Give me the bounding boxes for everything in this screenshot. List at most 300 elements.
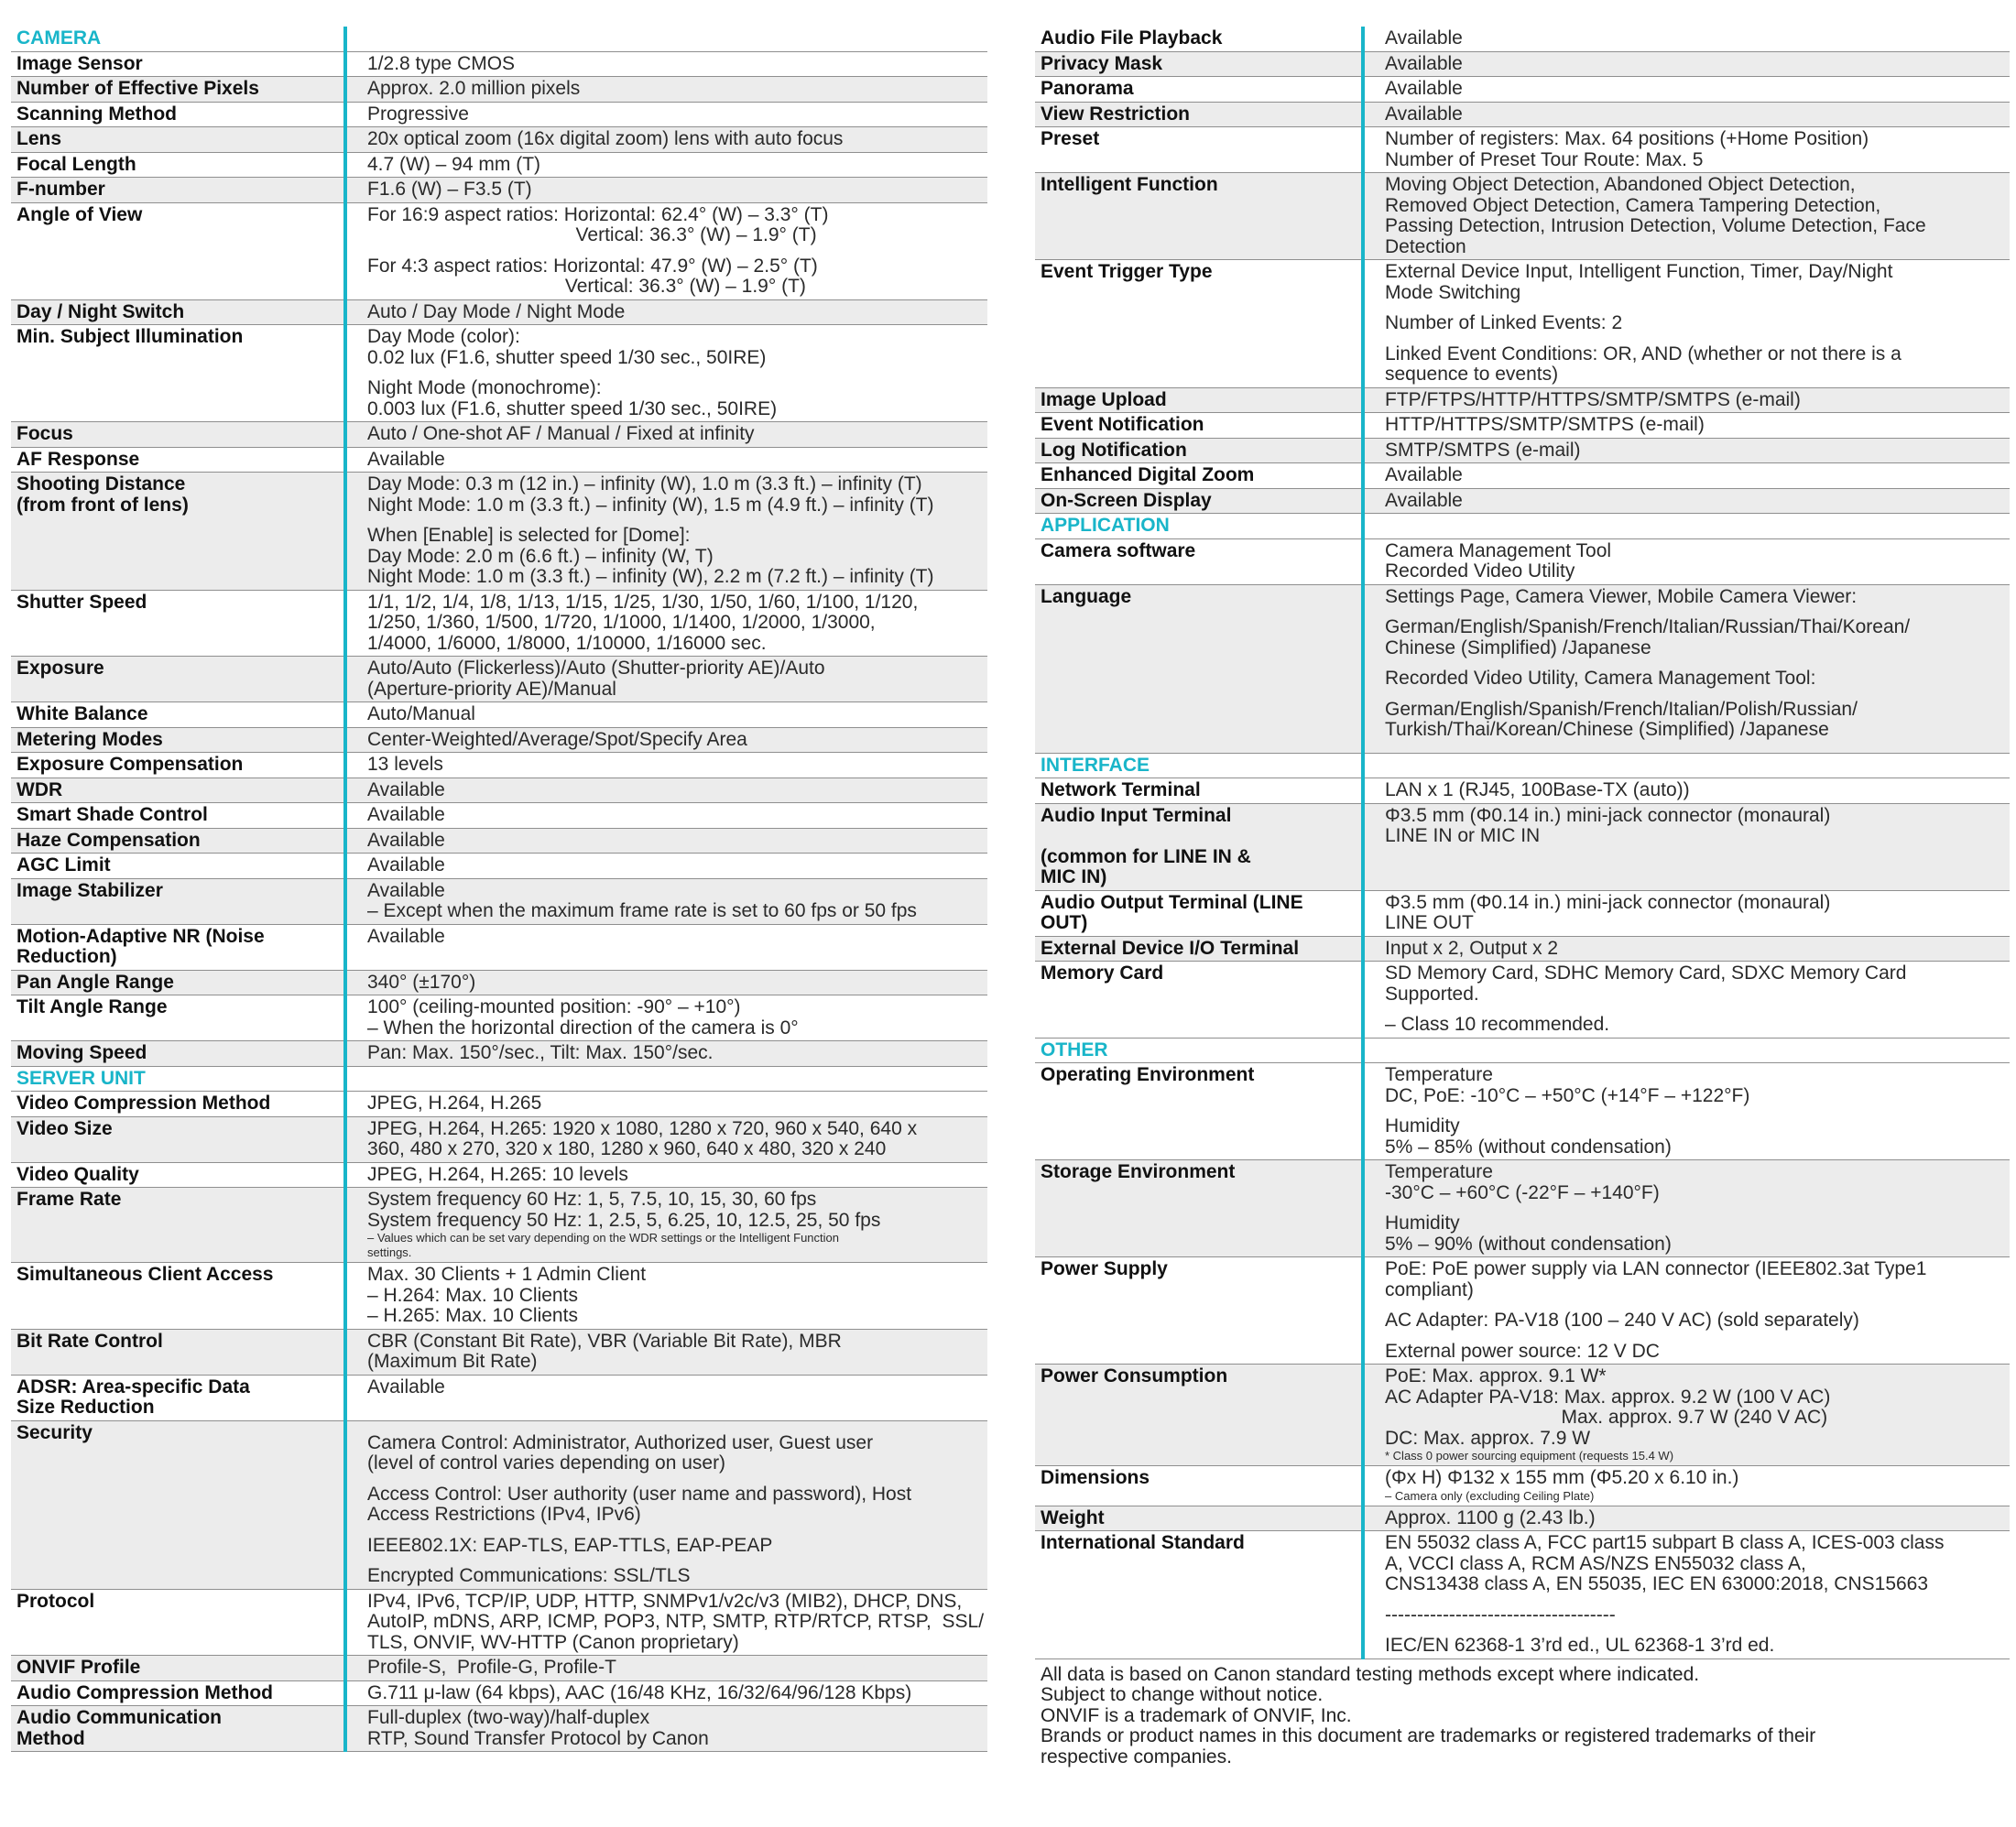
spec-value <box>345 1375 987 1420</box>
spec-label-line: Scanning Method <box>16 103 177 125</box>
spec-value-line: 13 levels <box>367 754 443 775</box>
spec-value-line: Moving Object Detection, Abandoned Object Detection, <box>1385 174 1856 195</box>
spec-value <box>1363 260 2010 388</box>
spec-value <box>345 77 987 103</box>
spec-value-line: Φ3.5 mm (Φ0.14 in.) mini-jack connector (monaural) <box>1385 804 1831 826</box>
spec-value <box>1363 778 2010 804</box>
spec-value-line: JPEG, H.264, H.265: 1920 x 1080, 1280 x 720, 960 x 540, 640 x <box>367 1117 918 1139</box>
spec-row-image-sensor <box>11 51 987 77</box>
spec-value <box>345 102 987 127</box>
spec-row-exposure <box>11 657 987 702</box>
spec-value-line: Max. approx. 9.7 W (240 V AC) <box>1385 1407 1828 1428</box>
spec-row-min-subject-illumination <box>11 325 987 422</box>
spec-value-line: AutoIP, mDNS, ARP, ICMP, POP3, NTP, SMTP, RTP/RTCP, RTSP, SSL/ <box>367 1611 985 1632</box>
section-spacer <box>345 1066 987 1092</box>
spec-value-note: – Camera only (excluding Ceiling Plate) <box>1385 1488 1595 1503</box>
spec-label-line: Weight <box>1041 1506 1105 1528</box>
spec-label-line: Reduction) <box>16 946 117 967</box>
spec-value-line: Day Mode (color): <box>367 326 520 347</box>
spec-value-note: settings. <box>367 1245 412 1259</box>
spec-row-preset <box>1035 127 2010 173</box>
spec-value-line: DC: Max. approx. 7.9 W <box>1385 1427 1591 1449</box>
spec-column-right <box>1035 27 2010 1767</box>
spec-row-weight <box>1035 1506 2010 1531</box>
spec-label <box>11 447 345 473</box>
spec-value <box>1363 1160 2010 1257</box>
spec-value-line: Available <box>367 778 445 800</box>
spec-row-memory-card <box>1035 962 2010 1039</box>
spec-label-line: Video Quality <box>16 1163 139 1185</box>
spec-row-metering-modes <box>11 727 987 753</box>
spec-label <box>11 854 345 879</box>
spec-label-line: On-Screen Display <box>1041 489 1212 511</box>
spec-label <box>1035 413 1363 439</box>
spec-label-line: Simultaneous Client Access <box>16 1264 274 1285</box>
spec-label-line: Power Consumption <box>1041 1365 1228 1387</box>
spec-row-exposure-compensation <box>11 753 987 778</box>
spec-value-line: Turkish/Thai/Korean/Chinese (Simplified) /Japanese <box>1385 719 1829 740</box>
spec-value <box>1363 1466 2010 1506</box>
spec-value <box>1363 1365 2010 1466</box>
spec-label-line: (common for LINE IN & <box>1041 845 1251 867</box>
spec-label <box>1035 1160 1363 1257</box>
spec-value-line: Camera Control: Administrator, Authorized user, Guest user <box>367 1431 874 1453</box>
spec-row-image-stabilizer <box>11 878 987 924</box>
spec-label-line: External Device I/O Terminal <box>1041 937 1300 959</box>
spec-value-line: When [Enable] is selected for [Dome]: <box>367 525 691 546</box>
spec-row-intelligent-function <box>1035 173 2010 260</box>
spec-value-line: Temperature <box>1385 1064 1493 1085</box>
spec-value-line: German/English/Spanish/French/Italian/Russian/Thai/Korean/ <box>1385 616 1911 637</box>
spec-row-frame-rate <box>11 1188 987 1263</box>
spec-value-line: System frequency 60 Hz: 1, 5, 7.5, 10, 15, 30, 60 fps <box>367 1189 817 1210</box>
spec-value-gap <box>367 1526 987 1536</box>
spec-label-line: Image Stabilizer <box>16 879 163 901</box>
spec-label-line: Audio File Playback <box>1041 27 1223 49</box>
spec-label <box>11 1329 345 1375</box>
spec-label <box>11 51 345 77</box>
spec-label-line: F-number <box>16 179 105 200</box>
spec-value-line: – Except when the maximum frame rate is set to 60 fps or 50 fps <box>367 900 917 921</box>
spec-value-gap <box>1385 1595 2010 1605</box>
section-spacer <box>1363 514 2010 539</box>
spec-label-line: Pan Angle Range <box>16 971 174 993</box>
spec-value <box>345 178 987 203</box>
spec-label <box>1035 936 1363 962</box>
section-title: CAMERA <box>11 27 345 51</box>
spec-label <box>11 924 345 970</box>
spec-value <box>345 970 987 995</box>
spec-value-line: SD Memory Card, SDHC Memory Card, SDXC Memory Card <box>1385 962 1907 984</box>
spec-label-line: Audio Output Terminal (LINE <box>1041 891 1303 913</box>
spec-value <box>1363 413 2010 439</box>
spec-label-line: Network Terminal <box>1041 779 1201 800</box>
spec-label-line: Audio Compression Method <box>16 1681 273 1703</box>
spec-label-line: View Restriction <box>1041 103 1190 125</box>
spec-value <box>1363 1257 2010 1365</box>
spec-label <box>11 590 345 657</box>
spec-value-gap <box>1385 334 2010 344</box>
spec-label-line: Privacy Mask <box>1041 52 1163 74</box>
spec-value-line: Temperature <box>1385 1161 1493 1182</box>
spec-label-line: Haze Compensation <box>16 829 201 851</box>
spec-label-line: Event Notification <box>1041 414 1204 435</box>
spec-value-line: Recorded Video Utility <box>1385 560 1575 582</box>
spec-table-right <box>1035 27 2010 1659</box>
footnote-line: All data is based on Canon standard testing methods except where indicated. <box>1041 1663 1700 1685</box>
spec-row-agc-limit <box>11 854 987 879</box>
spec-value-line: Night Mode: 1.0 m (3.3 ft.) – infinity (W), 1.5 m (4.9 ft.) – infinity (T) <box>367 494 934 516</box>
spec-value-line: LAN x 1 (RJ45, 100Base-TX (auto)) <box>1385 779 1690 800</box>
spec-value-line: -30°C – +60°C (-22°F – +140°F) <box>1385 1181 1660 1203</box>
spec-label-line: Image Upload <box>1041 388 1167 410</box>
spec-label-line: Focal Length <box>16 153 136 175</box>
spec-value-line: JPEG, H.264, H.265 <box>367 1093 542 1114</box>
spec-label-line <box>1041 826 1361 847</box>
spec-row-audio-file-playback <box>1035 27 2010 51</box>
spec-value-line: G.711 μ-law (64 kbps), AAC (16/48 KHz, 16/32/64/96/128 Kbps) <box>367 1681 912 1703</box>
spec-label-line: Dimensions <box>1041 1467 1150 1488</box>
spec-label-line: Tilt Angle Range <box>16 996 168 1017</box>
spec-label <box>1035 778 1363 804</box>
spec-value <box>345 854 987 879</box>
spec-label-line: Day / Night Switch <box>16 300 185 322</box>
spec-value <box>345 778 987 803</box>
spec-value <box>345 422 987 448</box>
spec-row-language <box>1035 584 2010 753</box>
spec-column-left <box>11 27 987 1752</box>
spec-value-line: Auto / Day Mode / Night Mode <box>367 300 626 322</box>
spec-value-line: 0.003 lux (F1.6, shutter speed 1/30 sec., 50IRE) <box>367 397 778 419</box>
spec-label-line: Motion-Adaptive NR (Noise <box>16 925 265 947</box>
spec-label <box>11 178 345 203</box>
spec-row-audio-output-terminal-line-out <box>1035 890 2010 936</box>
spec-row-power-consumption <box>1035 1365 2010 1466</box>
spec-value-line: – H.264: Max. 10 Clients <box>367 1284 578 1306</box>
spec-label-line: Number of Effective Pixels <box>16 78 259 99</box>
spec-value-line: Night Mode (monochrome): <box>367 377 602 398</box>
spec-value-line: EN 55032 class A, FCC part15 subpart B class A, ICES-003 class <box>1385 1532 1945 1553</box>
spec-value <box>345 1092 987 1117</box>
spec-value-line: Full-duplex (two-way)/half-duplex <box>367 1707 650 1728</box>
spec-value-gap <box>1385 1332 2010 1342</box>
spec-value-line: For 16:9 aspect ratios: Horizontal: 62.4° (W) – 3.3° (T) <box>367 203 829 225</box>
spec-value-line: 1/2.8 type CMOS <box>367 52 516 74</box>
spec-row-on-screen-display <box>1035 488 2010 514</box>
spec-value-line: Day Mode: 0.3 m (12 in.) – infinity (W), 1.0 m (3.3 ft.) – infinity (T) <box>367 473 922 495</box>
spec-value-line: Available <box>1385 78 1463 99</box>
spec-value-line: Progressive <box>367 103 469 125</box>
spec-value-line: – When the horizontal direction of the camera is 0° <box>367 1017 799 1039</box>
spec-row-video-size <box>11 1116 987 1162</box>
spec-value <box>1363 102 2010 127</box>
spec-value-line: DC, PoE: -10°C – +50°C (+14°F – +122°F) <box>1385 1084 1750 1106</box>
spec-value-line: Available <box>1385 27 1463 49</box>
spec-label-line: Min. Subject Illumination <box>16 326 244 347</box>
spec-value-line: 1/4000, 1/6000, 1/8000, 1/10000, 1/16000 sec. <box>367 632 767 654</box>
spec-label-line: Method <box>16 1727 85 1749</box>
spec-row-event-trigger-type <box>1035 260 2010 388</box>
spec-label-line: Panorama <box>1041 78 1134 99</box>
spec-label <box>11 1706 345 1752</box>
spec-row-privacy-mask <box>1035 51 2010 77</box>
spec-value-line: External power source: 12 V DC <box>1385 1340 1660 1362</box>
spec-row-motion-adaptive-nr-noise-reduction <box>11 924 987 970</box>
section-spacer <box>1363 1038 2010 1063</box>
spec-label <box>1035 102 1363 127</box>
spec-value <box>1363 51 2010 77</box>
section-title: APPLICATION <box>1035 514 1363 539</box>
spec-value-line: Number of Preset Tour Route: Max. 5 <box>1385 148 1704 170</box>
spec-row-f-number <box>11 178 987 203</box>
spec-label <box>11 1680 345 1706</box>
spec-value-line: 5% – 90% (without condensation) <box>1385 1233 1672 1255</box>
spec-value-line: (Φx H) Φ132 x 155 mm (Φ5.20 x 6.10 in.) <box>1385 1467 1739 1488</box>
spec-row-number-of-effective-pixels <box>11 77 987 103</box>
spec-label <box>1035 1506 1363 1531</box>
spec-value-line: Access Restrictions (IPv4, IPv6) <box>367 1504 641 1525</box>
spec-row-bit-rate-control <box>11 1329 987 1375</box>
spec-value-line: Access Control: User authority (user name and password), Host <box>367 1483 912 1505</box>
spec-value-line: Available <box>1385 52 1463 74</box>
spec-label-line: Camera software <box>1041 539 1196 561</box>
spec-value <box>345 1162 987 1188</box>
section-title: INTERFACE <box>1035 753 1363 778</box>
section-title: OTHER <box>1035 1038 1363 1063</box>
spec-label <box>11 727 345 753</box>
spec-value <box>345 1263 987 1330</box>
spec-value <box>1363 1063 2010 1160</box>
spec-value-line: Max. 30 Clients + 1 Admin Client <box>367 1264 647 1285</box>
spec-label <box>11 152 345 178</box>
spec-value-line: Chinese (Simplified) /Japanese <box>1385 636 1651 658</box>
spec-row-operating-environment <box>1035 1063 2010 1160</box>
spec-value-line: Available <box>367 448 445 470</box>
spec-label-line: Bit Rate Control <box>16 1330 163 1352</box>
spec-label-line: Lens <box>16 128 62 149</box>
spec-label-line: Audio Communication <box>16 1707 222 1728</box>
spec-value <box>1363 1506 2010 1531</box>
spec-label-line: Video Size <box>16 1117 113 1139</box>
spec-label <box>11 127 345 153</box>
spec-value-line: For 4:3 aspect ratios: Horizontal: 47.9° (W) – 2.5° (T) <box>367 255 818 277</box>
spec-value-gap <box>367 1423 987 1433</box>
spec-label <box>1035 488 1363 514</box>
spec-value <box>345 1329 987 1375</box>
spec-value-line: Approx. 2.0 million pixels <box>367 78 581 99</box>
spec-value <box>345 1188 987 1263</box>
spec-label-line: Event Trigger Type <box>1041 261 1213 282</box>
spec-label-line: ONVIF Profile <box>16 1657 141 1678</box>
spec-label-line: Preset <box>1041 128 1100 149</box>
spec-row-shooting-distance-from-front-of-lens <box>11 473 987 591</box>
spec-label <box>1035 27 1363 51</box>
spec-value-line: External Device Input, Intelligent Function, Timer, Day/Night <box>1385 261 1893 282</box>
spec-value-line: CBR (Constant Bit Rate), VBR (Variable Bit Rate), MBR <box>367 1330 842 1352</box>
spec-value <box>345 753 987 778</box>
spec-value <box>1363 77 2010 103</box>
spec-label-line: Focus <box>16 423 73 444</box>
spec-label-line: Metering Modes <box>16 728 163 750</box>
spec-value-line: F1.6 (W) – F3.5 (T) <box>367 179 532 200</box>
spec-value-line: 20x optical zoom (16x digital zoom) lens with auto focus <box>367 128 844 149</box>
spec-value <box>345 1041 987 1067</box>
spec-value <box>345 878 987 924</box>
spec-label <box>1035 1365 1363 1466</box>
spec-row-protocol <box>11 1589 987 1656</box>
spec-label <box>11 1420 345 1589</box>
spec-row-log-notification <box>1035 438 2010 463</box>
spec-value-gap <box>367 246 987 256</box>
spec-value <box>345 299 987 325</box>
spec-value <box>345 447 987 473</box>
spec-label <box>11 1188 345 1263</box>
spec-label-line: Shooting Distance <box>16 473 186 495</box>
spec-label <box>11 1375 345 1420</box>
spec-value-line: Available <box>367 829 445 851</box>
spec-value-line: 100° (ceiling-mounted position: -90° – +10°) <box>367 996 741 1017</box>
spec-value-line: Input x 2, Output x 2 <box>1385 937 1559 959</box>
spec-value-gap <box>367 1474 987 1484</box>
spec-label <box>11 77 345 103</box>
spec-value <box>345 1420 987 1589</box>
spec-label-line: White Balance <box>16 703 148 724</box>
spec-row-audio-compression-method <box>11 1680 987 1706</box>
spec-row-tilt-angle-range <box>11 995 987 1041</box>
footnote-line: Brands or product names in this document are trademarks or registered trademarks of their <box>1041 1725 1816 1746</box>
spec-row-video-compression-method <box>11 1092 987 1117</box>
spec-value-line: Available <box>1385 464 1463 485</box>
spec-label <box>1035 463 1363 489</box>
spec-label <box>11 1263 345 1330</box>
spec-value <box>345 1589 987 1656</box>
spec-label <box>11 422 345 448</box>
spec-label <box>1035 77 1363 103</box>
spec-row-view-restriction <box>1035 102 2010 127</box>
spec-label-line: Angle of View <box>16 203 143 225</box>
spec-value-line: 1/250, 1/360, 1/500, 1/720, 1/1000, 1/1400, 1/2000, 1/3000, <box>367 612 876 633</box>
spec-value-line: 4.7 (W) – 94 mm (T) <box>367 153 541 175</box>
spec-label-line: Storage Environment <box>1041 1161 1236 1182</box>
spec-value-line: Auto / One-shot AF / Manual / Fixed at infinity <box>367 423 755 444</box>
spec-value-line: Approx. 1100 g (2.43 lb.) <box>1385 1506 1596 1528</box>
spec-value <box>345 657 987 702</box>
spec-value-line: Available <box>367 1376 445 1397</box>
section-row-interface <box>1035 753 2010 778</box>
spec-label <box>11 778 345 803</box>
spec-value-line: (level of control varies depending on user) <box>367 1452 726 1474</box>
spec-label <box>11 102 345 127</box>
spec-value-line: RTP, Sound Transfer Protocol by Canon <box>367 1727 709 1749</box>
spec-label-line: OUT) <box>1041 912 1088 933</box>
spec-value-line: German/English/Spanish/French/Italian/Polish/Russian/ <box>1385 698 1858 720</box>
spec-row-image-upload <box>1035 387 2010 413</box>
spec-row-moving-speed <box>11 1041 987 1067</box>
spec-value-gap <box>1385 1203 2010 1213</box>
spec-row-simultaneous-client-access <box>11 1263 987 1330</box>
spec-value-line: Recorded Video Utility, Camera Management Tool: <box>1385 668 1816 689</box>
spec-label-line: Intelligent Function <box>1041 174 1218 195</box>
spec-value-line: LINE IN or MIC IN <box>1385 825 1541 846</box>
spec-label-line: Size Reduction <box>16 1397 155 1418</box>
spec-row-international-standard <box>1035 1531 2010 1659</box>
footnote-line: ONVIF is a trademark of ONVIF, Inc. <box>1041 1704 1352 1726</box>
spec-value-line: Humidity <box>1385 1115 1460 1136</box>
section-spacer <box>345 27 987 51</box>
spec-value-line: Encrypted Communications: SSL/TLS <box>367 1565 691 1586</box>
spec-row-onvif-profile <box>11 1656 987 1681</box>
spec-label <box>1035 387 1363 413</box>
footnote <box>1035 1665 2010 1768</box>
spec-row-storage-environment <box>1035 1160 2010 1257</box>
spec-value-line: Vertical: 36.3° (W) – 1.9° (T) <box>367 224 817 245</box>
spec-label-line: Log Notification <box>1041 439 1187 461</box>
spec-value-line: Camera Management Tool <box>1385 539 1612 561</box>
spec-value-gap <box>1385 690 2010 700</box>
spec-label <box>1035 1466 1363 1506</box>
spec-label-line: Power Supply <box>1041 1258 1168 1279</box>
spec-value-line: LINE OUT <box>1385 912 1474 933</box>
spec-value <box>345 202 987 299</box>
spec-label <box>1035 260 1363 388</box>
spec-value <box>1363 936 2010 962</box>
spec-label <box>11 1656 345 1681</box>
spec-row-smart-shade-control <box>11 803 987 829</box>
spec-label <box>1035 438 1363 463</box>
section-row-application <box>1035 514 2010 539</box>
spec-label-line: Enhanced Digital Zoom <box>1041 464 1255 485</box>
section-row-server-unit <box>11 1066 987 1092</box>
spec-value-line: Available <box>367 854 445 875</box>
spec-value-line: Center-Weighted/Average/Spot/Specify Area <box>367 728 747 750</box>
spec-value <box>1363 538 2010 584</box>
spec-label-line: International Standard <box>1041 1532 1245 1553</box>
spec-value <box>345 702 987 728</box>
spec-value <box>345 127 987 153</box>
spec-value-line: Available <box>367 879 445 901</box>
spec-value-line: 5% – 85% (without condensation) <box>1385 1136 1672 1158</box>
spec-value-line: ------------------------------------ <box>1385 1604 1616 1626</box>
spec-row-panorama <box>1035 77 2010 103</box>
spec-row-video-quality <box>11 1162 987 1188</box>
spec-value <box>345 152 987 178</box>
spec-label <box>11 325 345 422</box>
spec-value <box>345 473 987 591</box>
spec-value <box>1363 27 2010 51</box>
spec-label <box>11 803 345 829</box>
spec-label <box>11 1041 345 1067</box>
spec-row-angle-of-view <box>11 202 987 299</box>
spec-value <box>345 590 987 657</box>
spec-row-shutter-speed <box>11 590 987 657</box>
spec-label-line: AGC Limit <box>16 854 111 875</box>
spec-value <box>1363 803 2010 890</box>
spec-value <box>345 325 987 422</box>
spec-value-note: – Values which can be set vary depending on the WDR settings or the Intelligent Function <box>367 1231 839 1245</box>
spec-value <box>345 924 987 970</box>
spec-label <box>1035 127 1363 173</box>
footnote-line: Subject to change without notice. <box>1041 1684 1324 1705</box>
spec-row-haze-compensation <box>11 828 987 854</box>
spec-value-line: Φ3.5 mm (Φ0.14 in.) mini-jack connector (monaural) <box>1385 891 1831 913</box>
spec-label <box>11 1162 345 1188</box>
footnote-line: respective companies. <box>1041 1745 1232 1767</box>
spec-value-line: 1/1, 1/2, 1/4, 1/8, 1/13, 1/15, 1/25, 1/30, 1/50, 1/60, 1/100, 1/120, <box>367 591 919 613</box>
spec-label-line: Image Sensor <box>16 52 143 74</box>
spec-row-enhanced-digital-zoom <box>1035 463 2010 489</box>
spec-label-line: Protocol <box>16 1590 95 1612</box>
section-spacer <box>1363 753 2010 778</box>
